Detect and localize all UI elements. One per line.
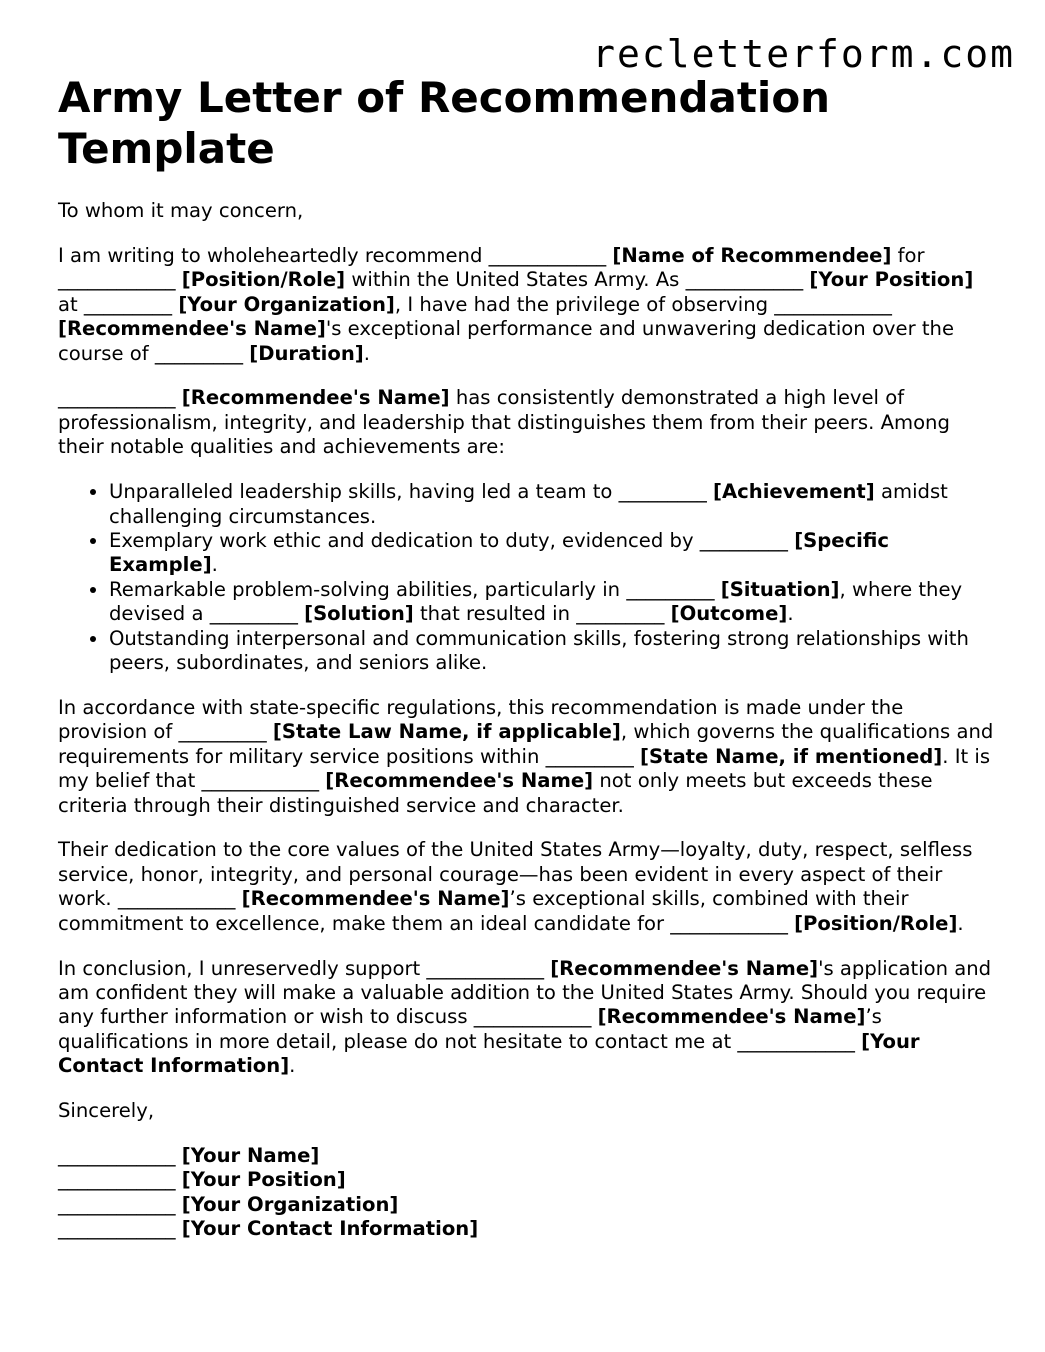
intro-paragraph: I am writing to wholeheartedly recommend ____________ [Name of Recommendee] for ____________ [Position/Role] within the United States Army. As ____________ [Your Position] at _________ [Your Organization], I have had the privilege of observing ____________ [Recommendee's Name]'s exceptional performance and unwavering dedication over the course of _________ [Duration].	[58, 243, 974, 365]
blank-line: ____________	[201, 769, 320, 793]
placeholder-field: [Your Organization]	[178, 292, 395, 316]
blank-line: ____________	[426, 956, 544, 980]
blank-line: _________	[178, 720, 267, 744]
blank-line: _________	[618, 480, 707, 504]
placeholder-field: [Recommendee's Name]	[325, 769, 594, 793]
blank-line: ____________	[58, 1168, 176, 1192]
placeholder-field: [Recommendee's Name]	[550, 956, 819, 980]
signature-position-line	[58, 1168, 998, 1192]
placeholder-field: [Position/Role]	[794, 911, 958, 935]
blank-line: ____________	[58, 268, 176, 292]
list-item: • Outstanding interpersonal and communication skills, fostering strong relationships with peers, subordinates, and seniors alike.	[109, 627, 998, 676]
site-watermark: recletterform.com	[592, 32, 1015, 76]
placeholder-field: [Outcome]	[670, 602, 788, 626]
blank-line: ____________	[58, 1217, 176, 1241]
signature-organization-line	[58, 1193, 998, 1217]
placeholder-field: [Your Organization]	[181, 1192, 399, 1216]
signature-block	[58, 1144, 998, 1242]
blank-line: ____________	[117, 887, 236, 911]
blank-line: ____________	[737, 1029, 855, 1053]
placeholder-field: [Recommendee's Name]	[181, 386, 450, 410]
signature-contact-line	[58, 1217, 998, 1241]
placeholder-field: [Recommendee's Name]	[241, 887, 510, 911]
closing: Sincerely,	[58, 1099, 155, 1123]
placeholder-field: [Recommendee's Name]	[58, 317, 326, 341]
placeholder-field: [Duration]	[249, 341, 364, 365]
blank-line: ____________	[58, 386, 176, 410]
letter-body	[58, 199, 998, 1242]
blank-line: _________	[576, 602, 665, 626]
document-title: Army Letter of Recommendation Template	[58, 73, 831, 173]
placeholder-field: [Your Name]	[181, 1144, 320, 1167]
list-item: • Unparalleled leadership skills, having led a team to _________ [Achievement] amidst challenging circumstances.	[109, 480, 998, 529]
blank-line: ____________	[774, 292, 892, 316]
placeholder-field: [State Name, if mentioned]	[640, 744, 943, 768]
blank-line: _________	[545, 744, 634, 768]
placeholder-field: [Situation]	[720, 577, 840, 601]
conclusion-paragraph: In conclusion, I unreservedly support ____________ [Recommendee's Name]'s application and am confident they will make a valuable addition to the United States Army. Should you require any further information or wish to discuss ____________ [Recommendee's Name]’s qualifications in more detail, please do not hesitate to contact me at ____________ [Your Contact Information].	[58, 956, 992, 1078]
placeholder-field: [Recommendee's Name]	[597, 1005, 866, 1029]
blank-line: ____________	[685, 268, 804, 292]
placeholder-field: [Name of Recommendee]	[612, 243, 892, 267]
blank-line: _________	[154, 341, 244, 365]
core-values-paragraph: Their dedication to the core values of the United States Army—loyalty, duty, respect, selfless service, honor, integrity, and personal courage—has been evident in every aspect of their work. ____________ [Recommendee's Name]’s exceptional skills, combined with their commitment to excellence, make them an ideal candidate for ____________ [Position/Role].	[58, 838, 973, 935]
placeholder-field: [Solution]	[304, 602, 414, 626]
placeholder-field: [Achievement]	[713, 480, 875, 504]
placeholder-field: [Your Contact Information]	[181, 1217, 479, 1241]
blank-line: _________	[626, 577, 715, 601]
placeholder-field: [Your Position]	[809, 268, 974, 292]
placeholder-field: [Position/Role]	[181, 268, 346, 292]
blank-line: ____________	[58, 1144, 176, 1167]
qualities-paragraph: ____________ [Recommendee's Name] has consistently demonstrated a high level of professionalism, integrity, and leadership that distinguishes them from their peers. Among their notable qualities and achievements are:	[58, 386, 950, 459]
qualities-list	[58, 480, 998, 675]
blank-line: _________	[83, 292, 173, 316]
placeholder-field: [State Law Name, if applicable]	[272, 720, 621, 744]
salutation: To whom it may concern,	[58, 199, 304, 222]
blank-line: ____________	[670, 911, 788, 935]
blank-line: _________	[209, 602, 298, 626]
list-item: • Remarkable problem-solving abilities, particularly in _________ [Situation], where they devised a _________ [Solution] that resulted in _________ [Outcome].	[109, 578, 998, 627]
blank-line: ____________	[473, 1005, 592, 1029]
blank-line: ____________	[488, 243, 607, 267]
signature-name-line	[58, 1144, 998, 1168]
placeholder-field: [Your Contact Information]	[58, 1029, 920, 1078]
placeholder-field: [Your Position]	[181, 1168, 346, 1192]
blank-line: _________	[699, 528, 788, 552]
regulations-paragraph: In accordance with state-specific regulations, this recommendation is made under the provision of _________ [State Law Name, if applicable], which governs the qualifications and requirements for military service positions within _________ [State Name, if mentioned]. It is my belief that ____________ [Recommendee's Name] not only meets but exceeds these criteria through their distinguished service and character.	[58, 695, 994, 817]
placeholder-field: [Specific Example]	[109, 528, 890, 577]
blank-line: ____________	[58, 1192, 176, 1216]
list-item: • Exemplary work ethic and dedication to duty, evidenced by _________ [Specific Example].	[109, 529, 998, 578]
